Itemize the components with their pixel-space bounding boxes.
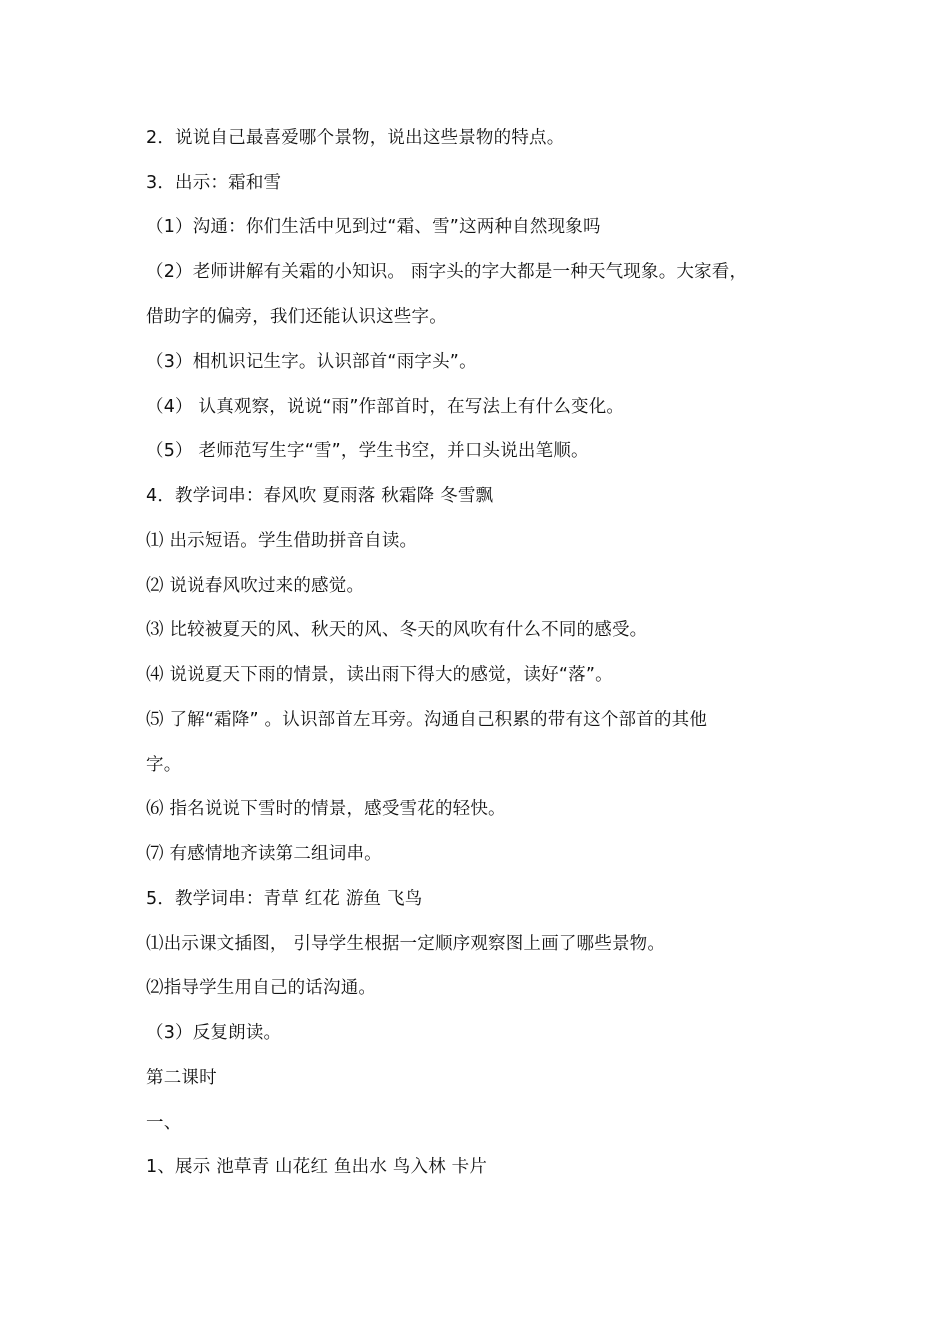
text-line: ⑵ 说说春风吹过来的感觉。: [146, 576, 365, 596]
text-line: ⑵指导学生用自己的话沟通。: [146, 978, 377, 998]
text-line: 5．教学词串：青草 红花 游鱼 飞鸟: [146, 889, 423, 909]
text-line: 3．出示：霜和雪: [146, 173, 282, 193]
text-line: ⑴出示课文插图， 引导学生根据一定顺序观察图上画了哪些景物。: [146, 934, 666, 954]
text-line: 借助字的偏旁，我们还能认识这些字。: [146, 307, 447, 327]
text-line: ⑹ 指名说说下雪时的情景，感受雪花的轻快。: [146, 799, 506, 819]
text-line: 4．教学词串：春风吹 夏雨落 秋霜降 冬雪飘: [146, 486, 494, 506]
text-line: 字。: [146, 755, 182, 775]
text-line: （5） 老师范写生字“雪”，学生书空，并口头说出笔顺。: [146, 441, 589, 461]
text-line: ⑴ 出示短语。学生借助拼音自读。: [146, 531, 418, 551]
text-line: ⑸ 了解“霜降” 。认识部首左耳旁。沟通自己积累的带有这个部首的其他: [146, 710, 708, 730]
text-line: （1）沟通：你们生活中见到过“霜、雪”这两种自然现象吗: [146, 217, 601, 237]
text-line: （4） 认真观察，说说“雨”作部首时，在写法上有什么变化。: [146, 397, 625, 417]
text-line: ⑶ 比较被夏天的风、秋天的风、冬天的风吹有什么不同的感受。: [146, 620, 648, 640]
text-line: 1、展示 池草青 山花红 鱼出水 鸟入林 卡片: [146, 1157, 488, 1177]
text-line: 2．说说自己最喜爱哪个景物，说出这些景物的特点。: [146, 128, 565, 148]
text-line: （2）老师讲解有关霜的小知识。 雨字头的字大都是一种天气现象。大家看，: [146, 262, 748, 282]
text-line: ⑷ 说说夏天下雨的情景，读出雨下得大的感觉，读好“落”。: [146, 665, 613, 685]
text-line: （3）反复朗读。: [146, 1023, 282, 1043]
text-line: （3）相机识记生字。认识部首“雨字头”。: [146, 352, 477, 372]
section-number: 一、: [146, 1113, 182, 1133]
text-line: ⑺ 有感情地齐读第二组词串。: [146, 844, 382, 864]
section-heading: 第二课时: [146, 1068, 217, 1088]
